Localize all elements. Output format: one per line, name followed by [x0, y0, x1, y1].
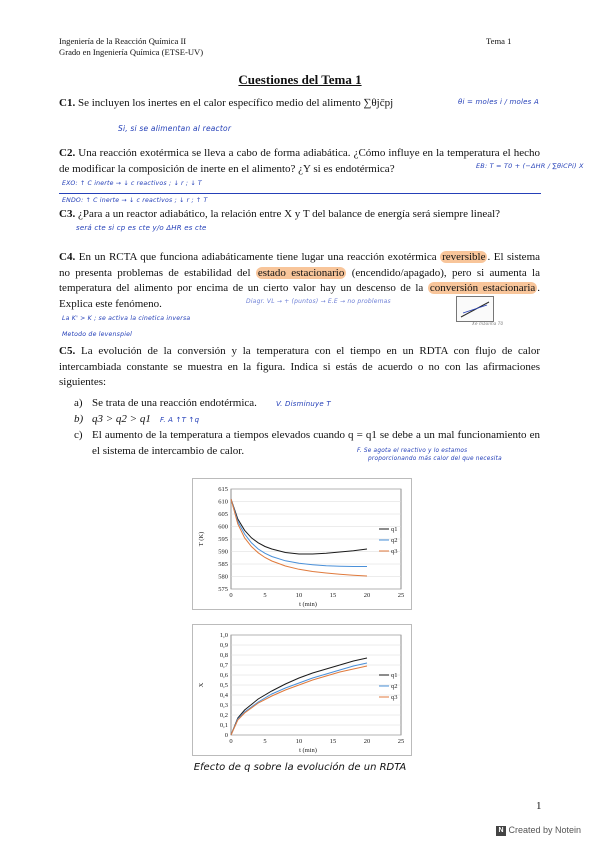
question-c1 [59, 96, 459, 112]
c2-note-exo: EXO: ↑ C inerte → ↓ c reactivos ; ↓ r ; ↓ T [62, 180, 202, 187]
conversion-xtick-label: 0 [229, 738, 233, 745]
conversion-xtick-label: 25 [397, 738, 405, 745]
conversion-ytick-label: 0 [224, 732, 228, 739]
temperature-ytick-label: 605 [218, 511, 228, 518]
c5-item-b-label: b) [74, 413, 84, 425]
conversion-xtick-label: 5 [263, 738, 267, 745]
temperature-ytick-label: 580 [218, 573, 228, 581]
c3-note: será cte si cp es cte y/o ΔHR es cte [76, 224, 207, 232]
conversion-ytick-label: 0,9 [219, 642, 228, 649]
conversion-legend-label-q1: q1 [391, 672, 398, 679]
c5-item-b-note: F. A ↑T ↑q [160, 416, 200, 424]
temperature-xtick-label: 5 [263, 592, 267, 599]
chart-conversion [193, 625, 411, 755]
c5-item-c-note-2: proporcionando más calor del que necesita [368, 456, 502, 462]
conversion-xtick-label: 15 [329, 738, 337, 745]
chart-temperature [193, 479, 411, 609]
header-topic: Tema 1 [486, 36, 512, 46]
footer-notein [496, 825, 581, 836]
chart-conversion-frame [192, 624, 412, 756]
temperature-ytick-label: 585 [218, 561, 228, 568]
highlight-reversible: reversible [442, 251, 486, 263]
conversion-legend-label-q2: q2 [391, 683, 398, 690]
c2-text: Una reacción exotérmica se lleva a cabo de forma adiabática. ¿Cómo influye en la temperatura el hecho de modificar la composición de inerte en el alimento? ¿Y si es endotérmica? [59, 147, 540, 175]
temperature-ytick-label: 595 [218, 536, 228, 543]
figure-caption: Efecto de q sobre la evolución de un RDTA [193, 762, 407, 773]
header-degree: Grado en Ingeniería Química (ETSE-UV) [59, 47, 204, 57]
highlight-conversion-estacionaria: conversión estacionaria [429, 282, 536, 294]
conversion-ytick-label: 0,5 [219, 682, 228, 689]
conversion-xtick-label: 20 [363, 738, 371, 745]
c4-note-1: La K' > K ; se activa la cinetica inversa [62, 315, 191, 322]
c5-item-c-note-1: F. Se agota el reactivo y lo estamos [357, 448, 468, 454]
conversion-ytick-label: 0,8 [219, 652, 228, 659]
temperature-xtick-label: 20 [363, 592, 371, 599]
temperature-xlabel: t (min) [299, 601, 317, 608]
temperature-ytick-label: 575 [218, 586, 228, 593]
c3-text: ¿Para a un reactor adiabático, la relación entre X y T del balance de energía será siempre lineal? [77, 208, 501, 220]
notein-logo-icon: N [496, 826, 506, 836]
temperature-xtick-label: 0 [229, 592, 233, 599]
temperature-legend-label-q2: q2 [391, 537, 398, 544]
temperature-xtick-label: 15 [329, 592, 337, 599]
conversion-xtick-label: 10 [295, 738, 303, 745]
c5-item-a-note: V. Disminuye T [276, 400, 331, 408]
temperature-ytick-label: 600 [218, 523, 228, 531]
conversion-xlabel: t (min) [299, 747, 317, 754]
c4-text-4: . Explica este fenómeno. [59, 282, 541, 310]
c1-text: Se incluyen los inertes en el calor específico medio del alimento ∑θjc̄pj [77, 97, 394, 109]
conversion-ytick-label: 0,1 [219, 722, 228, 729]
c4-sketch-drawing [457, 297, 493, 321]
c4-text-1: En un RCTA que funciona adiabáticamente tiene lugar una reacción exotérmica [78, 251, 437, 263]
highlight-estado-estacionario: estado estacionario [257, 266, 345, 279]
c2-divider-line [59, 193, 541, 194]
c3-number: C3. [59, 208, 76, 220]
conversion-ytick-label: 0,2 [219, 712, 228, 719]
temperature-ytick-label: 610 [218, 498, 228, 506]
conversion-ytick-label: 0,4 [219, 692, 228, 699]
temperature-xtick-label: 10 [295, 592, 303, 599]
c1-note-formula: θi = moles i / moles A [458, 98, 539, 106]
conversion-ytick-label: 0,7 [219, 662, 228, 669]
c5-item-a-text: Se trata de una reacción endotérmica. [92, 397, 257, 409]
temperature-ylabel: T (K) [198, 531, 205, 547]
temperature-ytick-label: 590 [218, 548, 228, 556]
chart-temperature-frame [192, 478, 412, 610]
temperature-legend-label-q3: q3 [391, 548, 398, 555]
question-c5 [59, 344, 540, 391]
c4-text-2: . El sistema no presenta problemas de estabilidad del [59, 251, 541, 279]
c4-text-3: (encendido/apagado), pero si aumenta la temperatura del alimento por encima de un cierto valor hay un descenso de la [59, 266, 540, 294]
conversion-ytick-label: 0,3 [219, 702, 228, 709]
c4-sketch-label: Xe máxima T0 [472, 321, 504, 326]
c5-item-a-label: a) [74, 397, 83, 409]
c2-number: C2. [59, 147, 76, 159]
c5-number: C5. [59, 345, 76, 357]
c5-item-c-label: c) [74, 429, 83, 441]
c1-number: C1. [59, 97, 76, 109]
c2-note-endo: ENDO: ↑ C inerte → ↓ c reactivos ; ↓ r ; ↑ T [62, 197, 208, 204]
c2-note-formula: EB: T = T0 + (−ΔHR / ∑θiCPi) X [476, 162, 584, 170]
c5-item-b-text: q3 > q2 > q1 [92, 413, 151, 425]
page-title: Cuestiones del Tema 1 [238, 72, 362, 87]
conversion-legend-label-q3: q3 [391, 694, 398, 701]
question-c2 [59, 146, 540, 177]
temperature-xtick-label: 25 [397, 592, 405, 599]
conversion-ylabel: X [198, 682, 205, 688]
c1-note: Si, si se alimentan al reactor [118, 124, 232, 133]
temperature-ytick-label: 615 [218, 486, 228, 493]
question-c3 [59, 207, 549, 223]
conversion-ytick-label: 0,6 [219, 672, 228, 679]
c5-text: La evolución de la conversión y la temperatura con el tiempo en un RDTA con flujo de calor intercambiada constante se muestra en la figura. Indica si estás de acuerdo o no con las afirmaciones siguientes: [59, 345, 540, 388]
c5-item-c-text: El aumento de la temperatura a tiempos elevados cuando q = q1 se debe a un mal funcionamiento en el sistema de intercambio de calor. [92, 429, 540, 457]
c4-sketch-box [456, 296, 494, 322]
page-number: 1 [536, 800, 542, 812]
c4-note-2: Metodo de levenspiel [62, 331, 133, 338]
footer-text: Created by Notein [508, 825, 582, 835]
conversion-ytick-label: 1,0 [219, 632, 228, 639]
c4-note-right: Diagr. VL → + (puntos) → E.E → no problemas [246, 298, 391, 305]
header-course: Ingeniería de la Reacción Química II [59, 36, 187, 46]
temperature-legend-label-q1: q1 [391, 526, 398, 533]
c4-number: C4. [59, 251, 76, 263]
